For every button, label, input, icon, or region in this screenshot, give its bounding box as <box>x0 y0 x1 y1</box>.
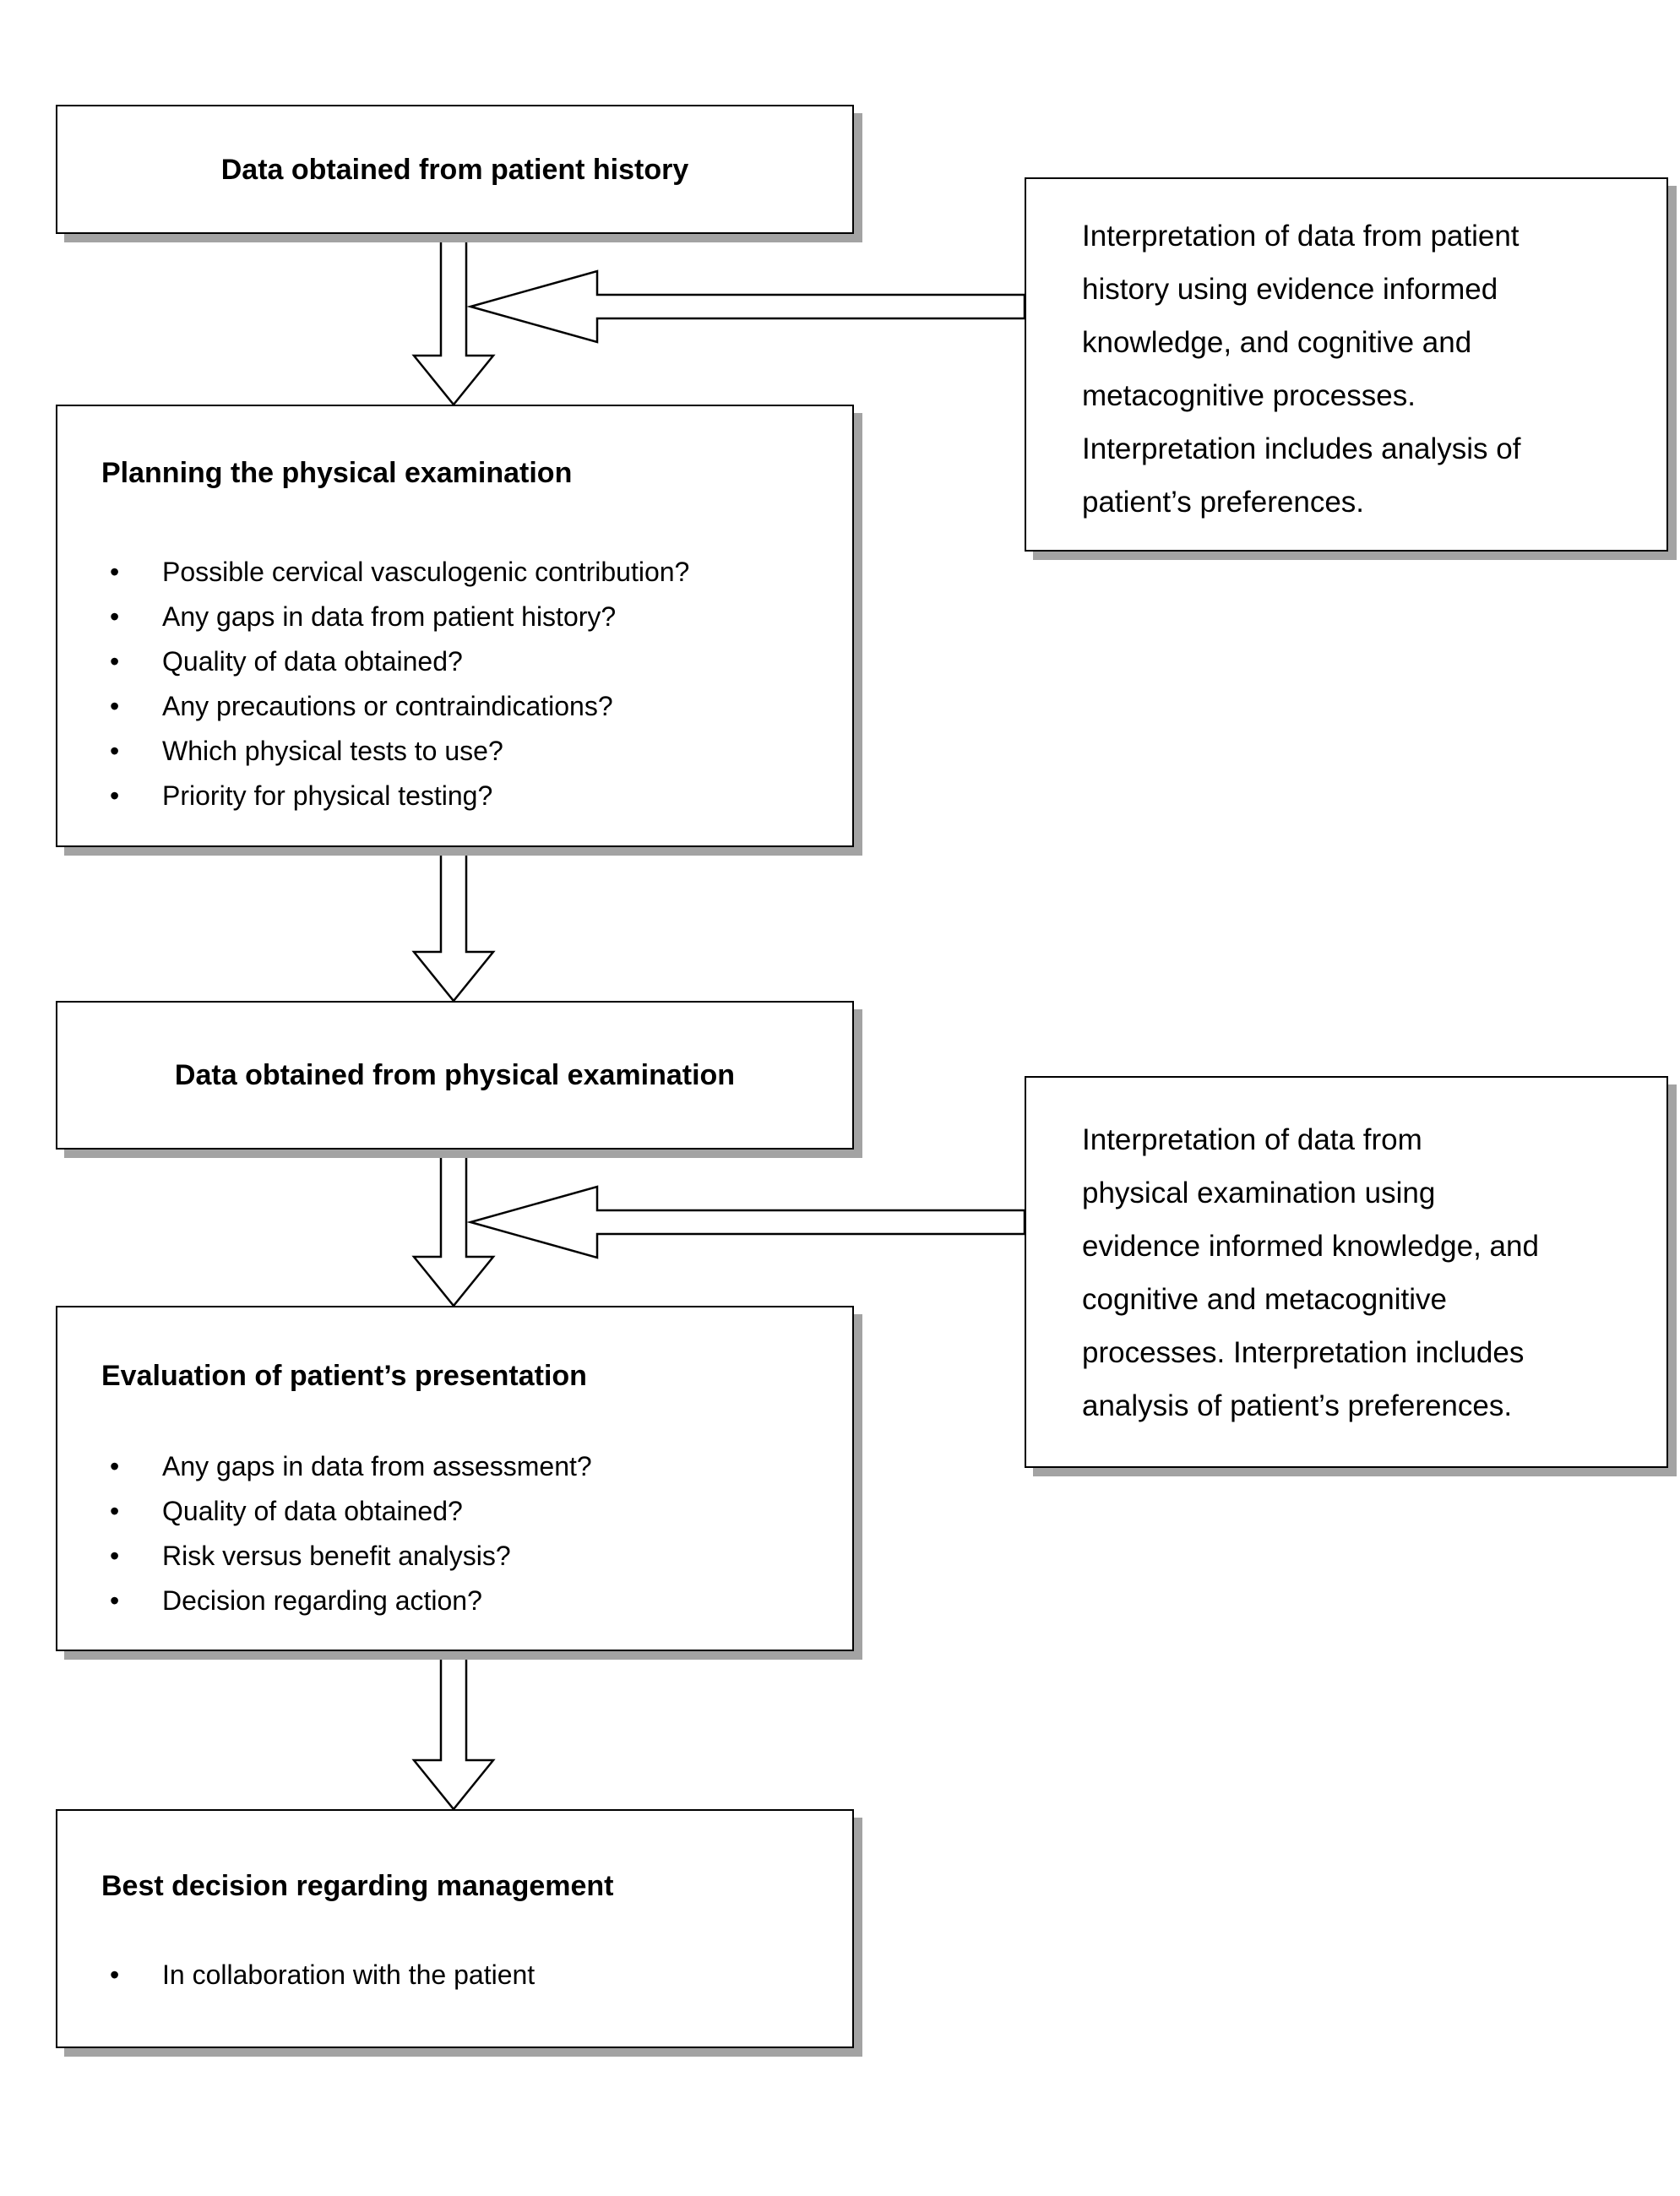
patient-history-title: Data obtained from patient history <box>220 153 689 186</box>
down-arrow-history-to-planning <box>414 234 493 405</box>
list-item: • Quality of data obtained? <box>101 639 818 684</box>
list-item: • Possible cervical vasculogenic contribution? <box>101 550 818 595</box>
list-item: • Priority for physical testing? <box>101 774 818 818</box>
list-item: physical examination using <box>1082 1177 1436 1209</box>
list-item: history using evidence informed <box>1082 273 1498 306</box>
interpretation-history-text <box>1082 209 1631 529</box>
interpretation-physical-box <box>1025 1076 1668 1468</box>
list-item: • Decision regarding action? <box>101 1579 818 1623</box>
down-arrow-evaluation-to-decision <box>414 1651 493 1809</box>
list-item: • Any gaps in data from assessment? <box>101 1444 818 1489</box>
decision-box <box>56 1809 854 2048</box>
list-item: knowledge, and cognitive and <box>1082 326 1472 359</box>
down-arrow-planning-to-physical-data <box>414 847 493 1001</box>
list-item: cognitive and metacognitive <box>1082 1283 1447 1316</box>
interpretation-physical-text <box>1082 1113 1631 1432</box>
list-item: Interpretation of data from <box>1082 1123 1422 1156</box>
patient-history-box <box>56 105 854 234</box>
list-item: processes. Interpretation includes <box>1082 1336 1525 1369</box>
list-item: • Quality of data obtained? <box>101 1489 818 1534</box>
list-item: evidence informed knowledge, and <box>1082 1230 1539 1263</box>
down-arrow-physical-data-to-evaluation <box>414 1150 493 1306</box>
evaluation-box <box>56 1306 854 1651</box>
physical-data-title: Data obtained from physical examination <box>174 1059 736 1091</box>
list-item: patient’s preferences. <box>1082 486 1365 519</box>
physical-data-box <box>56 1001 854 1150</box>
evaluation-title: Evaluation of patient’s presentation <box>101 1360 587 1392</box>
list-item: • Risk versus benefit analysis? <box>101 1534 818 1579</box>
list-item: metacognitive processes. <box>1082 379 1416 412</box>
planning-bullets <box>101 550 818 818</box>
left-arrow-interpretation-history <box>470 271 1025 342</box>
decision-title: Best decision regarding management <box>101 1870 614 1902</box>
evaluation-bullets <box>101 1444 818 1623</box>
interpretation-history-box <box>1025 177 1668 552</box>
planning-title: Planning the physical examination <box>101 457 573 489</box>
decision-bullets <box>101 1953 818 1998</box>
list-item: • In collaboration with the patient <box>101 1953 818 1998</box>
planning-box <box>56 405 854 847</box>
list-item: Interpretation of data from patient <box>1082 220 1520 253</box>
list-item: Interpretation includes analysis of <box>1082 432 1521 465</box>
left-arrow-interpretation-physical <box>470 1187 1025 1258</box>
list-item: • Any gaps in data from patient history? <box>101 595 818 639</box>
list-item: • Which physical tests to use? <box>101 729 818 774</box>
list-item: • Any precautions or contraindications? <box>101 684 818 729</box>
list-item: analysis of patient’s preferences. <box>1082 1389 1513 1422</box>
